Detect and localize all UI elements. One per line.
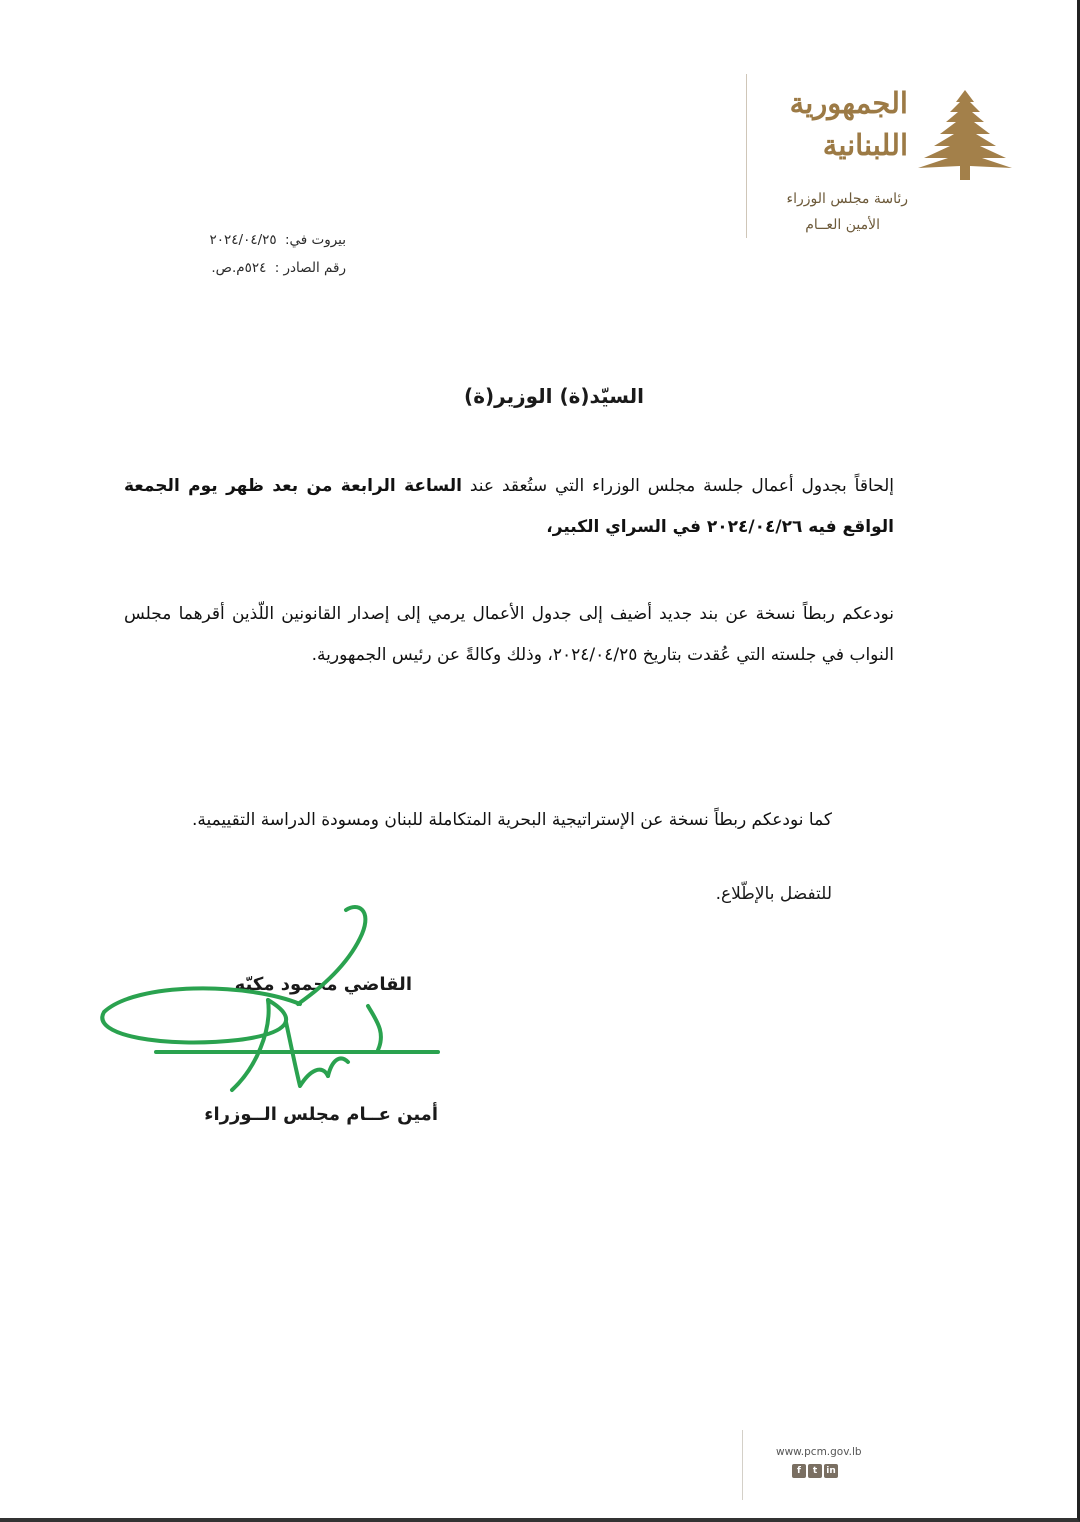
republic-line-2: اللبنانية (822, 128, 908, 162)
p1-bold-date-place: ٢٠٢٤/٠٤/٢٦ في السراي الكبير، (546, 517, 803, 537)
presidency-label: رئاسة مجلس الوزراء (786, 191, 908, 207)
header-divider (746, 74, 747, 238)
addressee: السيّد(ة) الوزير(ة) (464, 384, 644, 408)
paragraph-3: كما نودعكم ربطاً نسخة عن الإستراتيجية البحرية المتكاملة للبنان ومسودة الدراسة التقييمية. (191, 810, 832, 830)
cedar-emblem-icon (912, 88, 1018, 184)
reference-line (160, 254, 346, 282)
linkedin-icon[interactable]: in (824, 1464, 838, 1478)
facebook-icon[interactable]: f (792, 1464, 806, 1478)
twitter-icon[interactable]: t (808, 1464, 822, 1478)
paragraph-1 (124, 466, 894, 548)
closing-line: للتفضل بالإطّلاع. (715, 884, 832, 904)
handwritten-signature (96, 900, 448, 1100)
letterhead-title (760, 82, 908, 238)
date-line (160, 226, 346, 254)
website-link[interactable]: www.pcm.gov.lb (776, 1446, 862, 1458)
signer-name: القاضي محمود مكيّه (234, 974, 412, 995)
p1-bold-time: الساعة الرابعة من بعد ظهر يوم الجمعة (124, 476, 462, 496)
republic-line-1: الجمهورية (789, 86, 908, 120)
paragraph-2: نودعكم ربطاً نسخة عن بند جديد أضيف إلى جدول الأعمال يرمي إلى إصدار القانونين اللّذين أقرهما مجلس النواب في جلسته التي عُقدت بتاريخ ٢٠٢٤/٠٤/٢٥، وذلك وكالةً عن رئيس الجمهورية. (124, 604, 894, 665)
p1-text-a: إلحاقاً بجدول أعمال جلسة مجلس الوزراء التي ستُعقد عند (461, 476, 894, 496)
reference-label: رقم الصادر : (274, 260, 346, 276)
date-label: بيروت في: (284, 232, 346, 248)
letter-meta (160, 226, 346, 282)
date-value: ٢٠٢٤/٠٤/٢٥ (209, 232, 277, 248)
p1-text-c: الواقع فيه (802, 517, 894, 537)
secretary-general-label: الأمين العــام (805, 217, 880, 233)
reference-value: ٥٢٤م.ص. (211, 260, 267, 276)
footer-divider (742, 1430, 743, 1500)
signer-title: أمين عــام مجلس الــوزراء (204, 1104, 438, 1125)
social-icons (792, 1464, 838, 1478)
